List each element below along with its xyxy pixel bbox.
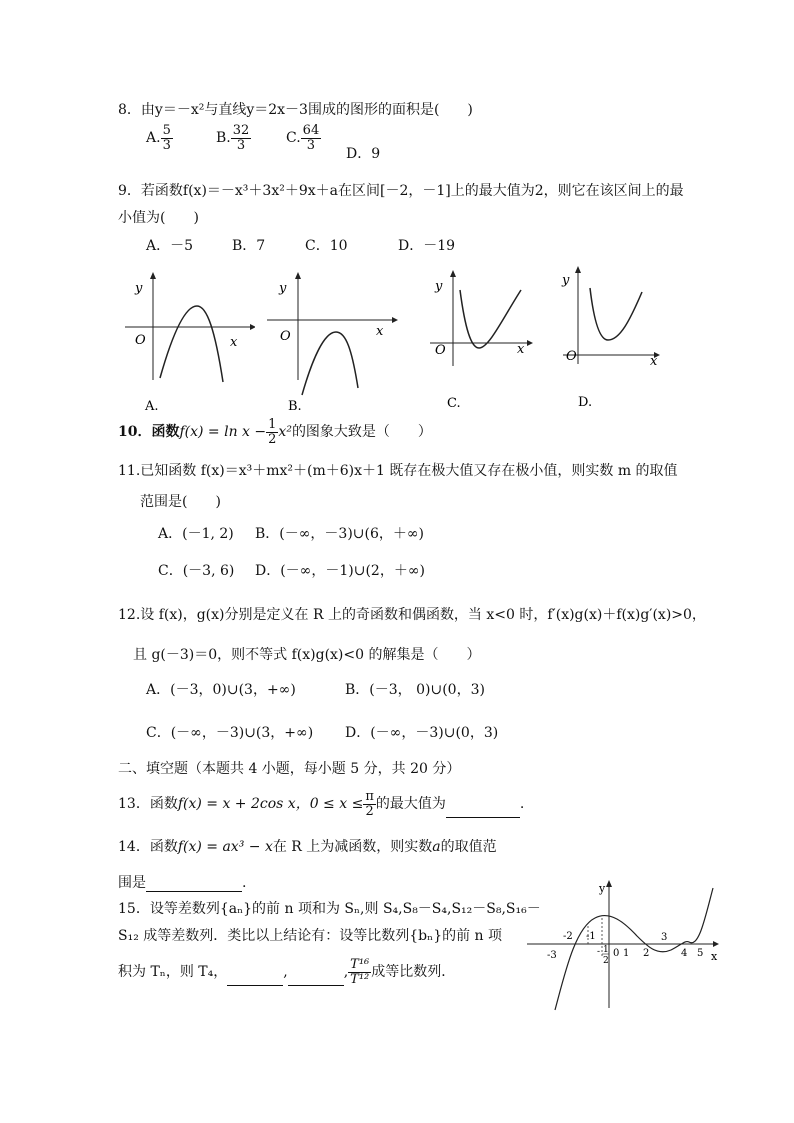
svg-text:-3: -3 <box>547 950 557 961</box>
q12-option-c: C．(－∞，－3)∪(3，+∞) <box>146 725 314 741</box>
q9-line1: 9．若函数f(x)＝－x³＋3x²＋9x＋a在区间[－2，－1]上的最大值为2，则它在该区间上的最 <box>118 183 684 199</box>
svg-text:A.: A. <box>145 399 159 414</box>
q11-option-c: C．(－3, 6) <box>158 563 235 579</box>
q8-option-d: D．9 <box>346 146 381 162</box>
q8-text: 8．由y＝－x²与直线y＝2x－3围成的图形的面积是( ) <box>118 102 473 118</box>
svg-text:1: 1 <box>603 945 609 955</box>
q11-line1: 11.已知函数 f(x)＝x³＋mx²＋(m＋6)x＋1 既存在极大值又存在极小值，则实数 m 的取值 <box>118 463 678 479</box>
svg-text:O: O <box>135 333 146 348</box>
q9-option-a: A．－5 <box>146 238 194 254</box>
q15-line2: S₁₂ 成等差数列．类比以上结论有：设等比数列{bₙ}的前 n 项 <box>118 928 503 944</box>
q9-option-c: C．10 <box>305 238 348 254</box>
svg-text:1: 1 <box>623 948 630 959</box>
q12-line1: 12.设 f(x)，g(x)分别是定义在 R 上的奇函数和偶函数，当 x<0 时，f′(x)g(x)＋f(x)g′(x)>0， <box>118 607 706 623</box>
q10-text: 10．函数f(x) = ln x − $\frac{1}{2}$ x²的图象大致是（ ） <box>118 417 432 447</box>
svg-text:y: y <box>562 273 570 288</box>
svg-text:y: y <box>435 279 443 294</box>
svg-text:y: y <box>599 882 606 895</box>
q11-line2: 范围是( ) <box>140 494 221 510</box>
svg-text:B.: B. <box>288 399 302 414</box>
q15-graph <box>525 878 725 1018</box>
graph-a <box>115 270 255 415</box>
svg-text:4: 4 <box>681 948 688 959</box>
q9-option-d: D．－19 <box>398 238 456 254</box>
q13-text: 13．函数f(x) = x + 2cos x，0 ≤ x ≤ $\frac{\pi}{2}$ 的最大值为 . <box>118 789 525 819</box>
q12-option-a: A．(－3，0)∪(3，+∞) <box>146 682 296 698</box>
svg-text:O: O <box>435 343 446 358</box>
svg-text:x: x <box>711 950 718 963</box>
svg-text:x: x <box>650 354 658 369</box>
q13-answer-blank[interactable] <box>446 803 520 818</box>
svg-text:O: O <box>566 349 577 364</box>
q14-line2: 围是 . <box>118 875 247 891</box>
svg-text:-2: -2 <box>563 931 573 942</box>
svg-text:5: 5 <box>697 948 704 959</box>
q15-line3: 积为 Tₙ，则 T₄， , , $\frac{\text{T¹⁶}}{\text{T¹²}}$ 成等比数列． <box>118 957 456 987</box>
q12-line2: 且 g(－3)＝0，则不等式 f(x)g(x)<0 的解集是（ ） <box>133 647 481 663</box>
graph-d <box>558 264 673 409</box>
q11-option-a: A．(－1, 2) <box>158 526 234 542</box>
svg-text:D.: D. <box>578 395 593 409</box>
q9-option-b: B．7 <box>232 238 266 254</box>
q14-answer-blank[interactable] <box>146 877 242 892</box>
svg-text:x: x <box>517 342 525 357</box>
section-title: 二、填空题（本题共 4 小题，每小题 5 分，共 20 分） <box>118 761 461 777</box>
q9-line2: 小值为( ) <box>118 210 199 226</box>
graph-b <box>262 270 402 415</box>
svg-text:3: 3 <box>661 932 668 943</box>
q12-option-b: B．(－3， 0)∪(0，3) <box>345 682 485 698</box>
q15-blank-1[interactable] <box>227 971 283 986</box>
svg-text:C.: C. <box>447 396 461 411</box>
q15-blank-2[interactable] <box>288 971 344 986</box>
q12-option-d: D．(－∞，－3)∪(0，3) <box>345 725 499 741</box>
svg-text:y: y <box>135 281 143 296</box>
q15-line1: 15．设等差数列{aₙ}的前 n 项和为 Sₙ,则 S₄,S₈－S₄,S₁₂－S₈,S₁₆－ <box>118 901 541 917</box>
svg-text:y: y <box>279 281 287 296</box>
svg-text:x: x <box>230 335 238 350</box>
svg-text:0: 0 <box>613 948 620 959</box>
q8-option-c: C. $\frac{64}{3}$ <box>286 123 320 153</box>
svg-text:-1: -1 <box>586 931 596 942</box>
q11-option-d: D．(－∞，－1)∪(2，＋∞) <box>255 563 425 579</box>
svg-text:O: O <box>280 329 291 344</box>
svg-text:x: x <box>376 324 384 339</box>
q11-option-b: B．(－∞，－3)∪(6，＋∞) <box>255 526 425 542</box>
q8-option-a: A. $\frac{5}{3}$ <box>146 123 171 153</box>
q14-line1: 14．函数f(x) = ax³ − x在 R 上为减函数，则实数a的取值范 <box>118 839 497 855</box>
q8-option-b: B. $\frac{32}{3}$ <box>216 123 250 153</box>
svg-text:2: 2 <box>603 956 609 966</box>
svg-text:-: - <box>597 947 601 957</box>
graph-c <box>425 268 540 413</box>
svg-text:2: 2 <box>643 948 650 959</box>
